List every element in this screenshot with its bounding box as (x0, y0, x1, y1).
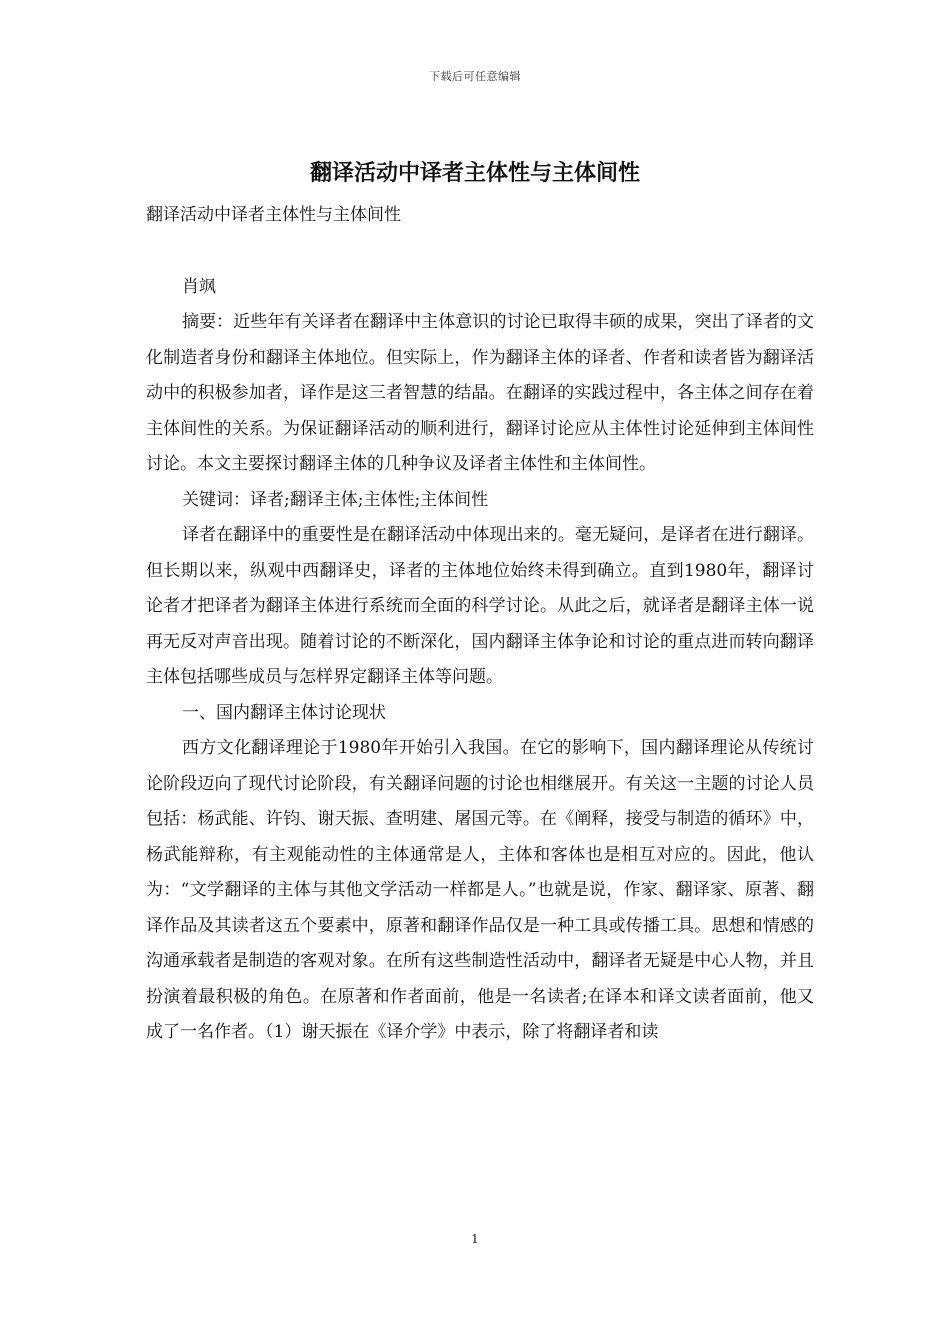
blank-line (146, 234, 814, 270)
abstract-paragraph: 摘要：近些年有关译者在翻译中主体意识的讨论已取得丰硕的成果，突出了译者的文化制造者身份和翻译主体地位。但实际上，作为翻译主体的译者、作者和读者皆为翻译活动中的积极参加者，译作是这三者智慧的结晶。在翻译的实践过程中，各主体之间存在着主体间性的关系。为保证翻译活动的顺利进行，翻译讨论应从主体性讨论延伸到主体间性讨论。本文主要探讨翻译主体的几种争议及译者主体性和主体间性。 (146, 312, 814, 474)
page-number: 1 (471, 1232, 479, 1246)
header-note: 下载后可任意编辑 (429, 70, 521, 83)
keywords-line: 关键词：译者;翻译主体;主体性;主体间性 (182, 489, 489, 510)
document-title: 翻译活动中译者主体性与主体间性 (309, 160, 640, 186)
document-body (146, 198, 814, 1051)
subtitle: 翻译活动中译者主体性与主体间性 (146, 205, 401, 225)
body-paragraph-2: 西方文化翻译理论于1980年开始引入我国。在它的影响下，国内翻译理论从传统讨论阶段迈向了现代讨论阶段，有关翻译问题的讨论也相继展开。有关这一主题的讨论人员包括：杨武能、许钧、谢天振、查明建、屠国元等。在《阐释，接受与制造的循环》中，杨武能辩称，有主观能动性的主体通常是人，主体和客体也是相互对应的。因此，他认为：“文学翻译的主体与其他文学活动一样都是人。”也就是说，作家、翻译家、原著、翻译作品及其读者这五个要素中，原著和翻译作品仅是一种工具或传播工具。思想和情感的沟通承载者是制造的客观对象。在所有这些制造性活动中，翻译者无疑是中心人物，并且扮演着最积极的角色。在原著和作者面前，他是一名读者;在译本和译文读者面前，他又成了一名作者。（1）谢天振在《译介学》中表示，除了将翻译者和读 (146, 738, 814, 1042)
section-heading: 一、国内翻译主体讨论现状 (182, 702, 386, 723)
body-paragraph-1: 译者在翻译中的重要性是在翻译活动中体现出来的。毫无疑问，是译者在进行翻译。但长期以来，纵观中西翻译史，译者的主体地位始终未得到确立。直到1980年，翻译讨论者才把译者为翻译主体进行系统而全面的科学讨论。从此之后，就译者是翻译主体一说再无反对声音出现。随着讨论的不断深化，国内翻译主体争论和讨论的重点进而转向翻译主体包括哪些成员与怎样界定翻译主体等问题。 (146, 525, 814, 687)
author: 肖飒 (182, 276, 216, 297)
